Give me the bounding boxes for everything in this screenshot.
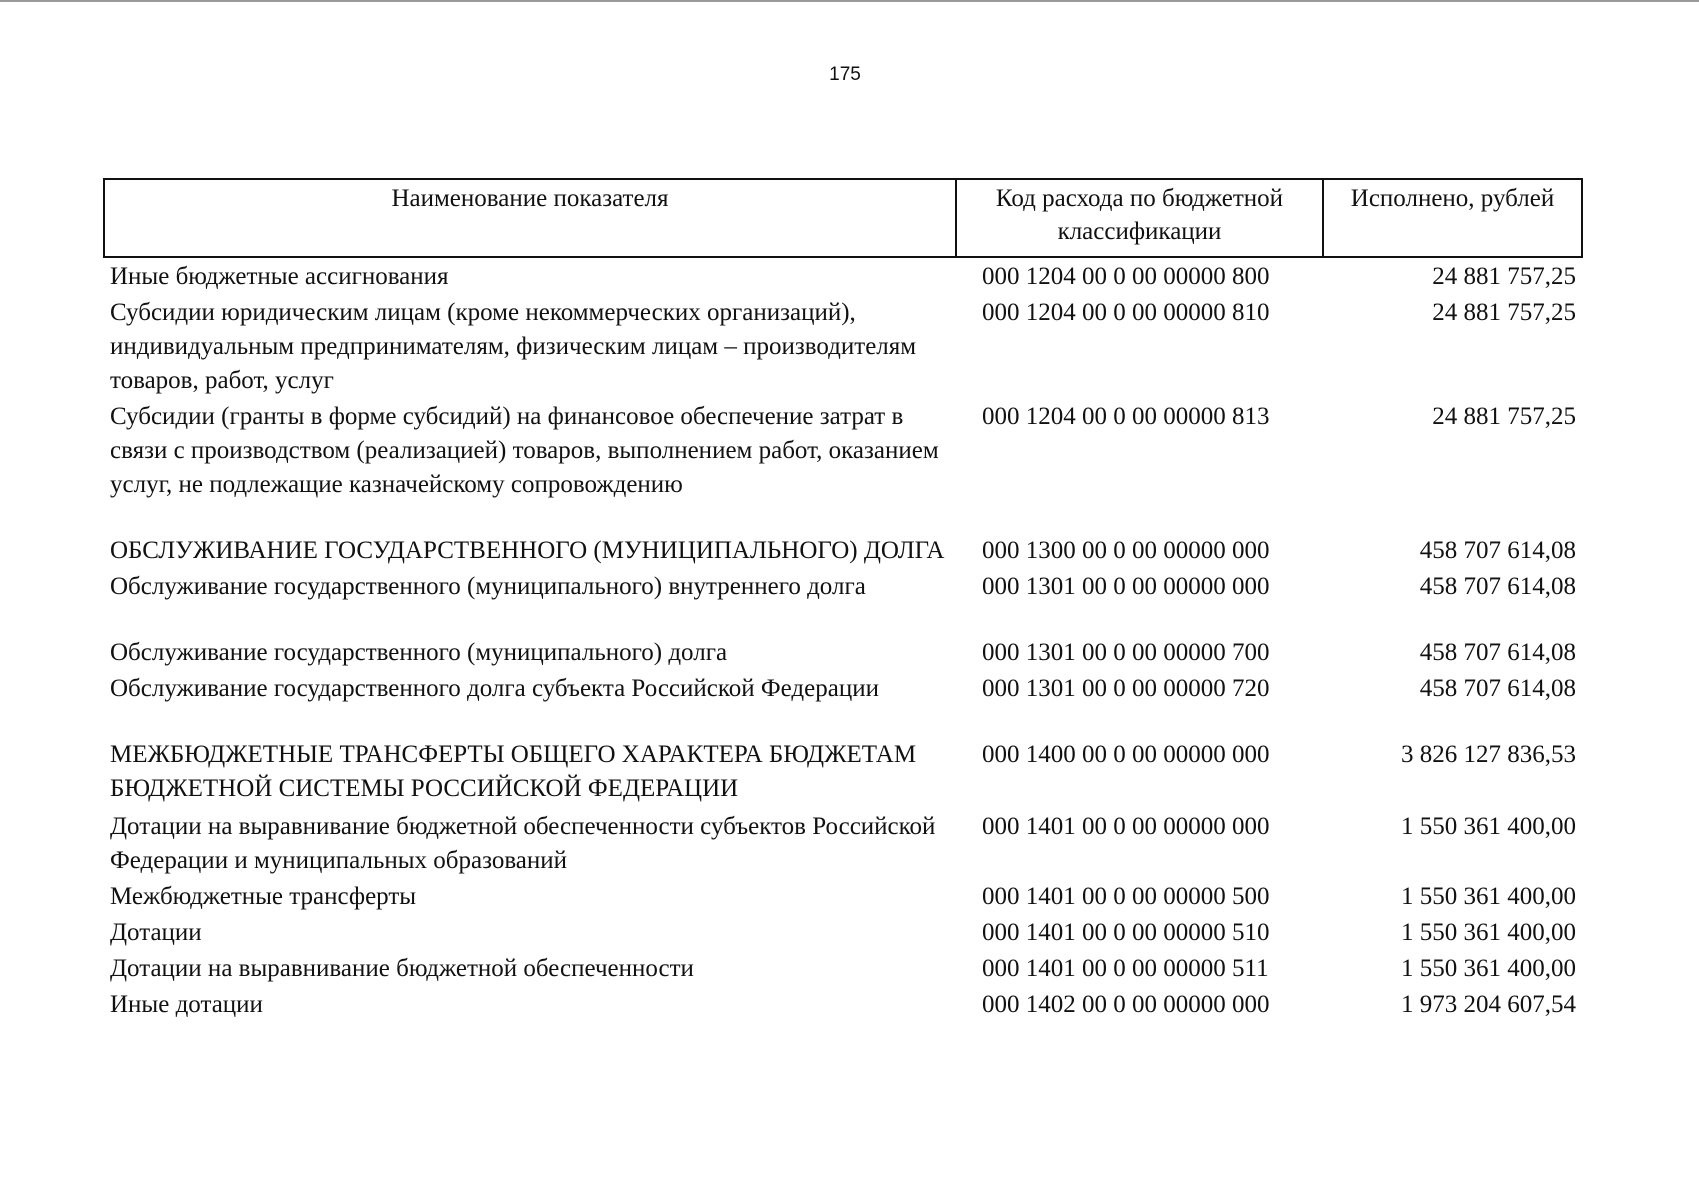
row-code: 000 1301 00 0 00 00000 720 — [982, 675, 1270, 702]
row-name: Иные дотации — [110, 991, 263, 1018]
table-row — [104, 672, 1582, 738]
row-amount: 24 881 757,25 — [1432, 403, 1576, 430]
table-row — [104, 988, 1582, 1024]
row-code: 000 1204 00 0 00 00000 800 — [982, 263, 1270, 290]
row-code: 000 1401 00 0 00 00000 511 — [982, 955, 1269, 982]
header-indicator-name: Наименование показателя — [104, 179, 956, 257]
table-row — [104, 952, 1582, 988]
table-row — [104, 570, 1582, 636]
row-name: Обслуживание государственного долга субъекта Российской Федерации — [110, 675, 879, 702]
row-code: 000 1400 00 0 00 00000 000 — [982, 741, 1270, 768]
page-top-rule — [0, 0, 1699, 2]
row-name: Иные бюджетные ассигнования — [110, 263, 449, 290]
header-budget-code: Код расхода по бюджетной классификации — [956, 179, 1323, 257]
row-code: 000 1301 00 0 00 00000 000 — [982, 573, 1270, 600]
row-name: Субсидии (гранты в форме субсидий) на финансовое обеспечение затрат в связи с производством (реализацией) товаров, выполнением работ, оказанием услуг, не подлежащие казначейскому сопровождению — [110, 403, 939, 498]
table-row — [104, 534, 1582, 570]
row-amount: 1 550 361 400,00 — [1401, 955, 1576, 982]
table-row — [104, 916, 1582, 952]
row-amount: 1 550 361 400,00 — [1401, 813, 1576, 840]
row-name: Обслуживание государственного (муниципального) долга — [110, 639, 728, 666]
row-name: Дотации на выравнивание бюджетной обеспеченности — [110, 955, 694, 982]
row-code: 000 1204 00 0 00 00000 813 — [982, 403, 1270, 430]
header-executed-amount: Исполнено, рублей — [1323, 179, 1582, 257]
table-row — [104, 400, 1582, 534]
page-number: 175 — [829, 64, 861, 85]
row-amount: 458 707 614,08 — [1419, 573, 1576, 600]
row-code: 000 1401 00 0 00 00000 500 — [982, 883, 1270, 910]
row-name: Дотации — [110, 919, 202, 946]
row-amount: 24 881 757,25 — [1432, 263, 1576, 290]
row-code: 000 1401 00 0 00 00000 000 — [982, 813, 1270, 840]
budget-execution-table — [103, 178, 1583, 1024]
row-amount: 458 707 614,08 — [1419, 675, 1576, 702]
table-row — [104, 636, 1582, 672]
row-amount: 1 973 204 607,54 — [1401, 991, 1576, 1018]
row-name: ОБСЛУЖИВАНИЕ ГОСУДАРСТВЕННОГО (МУНИЦИПАЛЬНОГО) ДОЛГА — [110, 537, 945, 564]
table-header-row — [104, 179, 1582, 257]
table-row — [104, 257, 1582, 296]
row-code: 000 1300 00 0 00 00000 000 — [982, 537, 1270, 564]
row-code: 000 1402 00 0 00 00000 000 — [982, 991, 1270, 1018]
table-row — [104, 810, 1582, 880]
row-amount: 1 550 361 400,00 — [1401, 883, 1576, 910]
row-code: 000 1401 00 0 00 00000 510 — [982, 919, 1270, 946]
table-row — [104, 296, 1582, 400]
row-amount: 3 826 127 836,53 — [1401, 741, 1576, 768]
row-name: Дотации на выравнивание бюджетной обеспеченности субъектов Российской Федерации и муниципальных образований — [110, 813, 936, 874]
row-amount: 1 550 361 400,00 — [1401, 919, 1576, 946]
table-row — [104, 738, 1582, 810]
row-amount: 24 881 757,25 — [1432, 299, 1576, 326]
table-row — [104, 880, 1582, 916]
row-amount: 458 707 614,08 — [1419, 537, 1576, 564]
row-name: Обслуживание государственного (муниципального) внутреннего долга — [110, 573, 866, 600]
row-code: 000 1301 00 0 00 00000 700 — [982, 639, 1270, 666]
row-amount: 458 707 614,08 — [1419, 639, 1576, 666]
row-code: 000 1204 00 0 00 00000 810 — [982, 299, 1270, 326]
row-name: Субсидии юридическим лицам (кроме некоммерческих организаций), индивидуальным предпринимателям, физическим лицам – производителям товаров, работ, услуг — [110, 299, 917, 394]
row-name: Межбюджетные трансферты — [110, 883, 417, 910]
row-name: МЕЖБЮДЖЕТНЫЕ ТРАНСФЕРТЫ ОБЩЕГО ХАРАКТЕРА БЮДЖЕТАМ БЮДЖЕТНОЙ СИСТЕМЫ РОССИЙСКОЙ ФЕДЕРАЦИИ — [110, 741, 917, 802]
